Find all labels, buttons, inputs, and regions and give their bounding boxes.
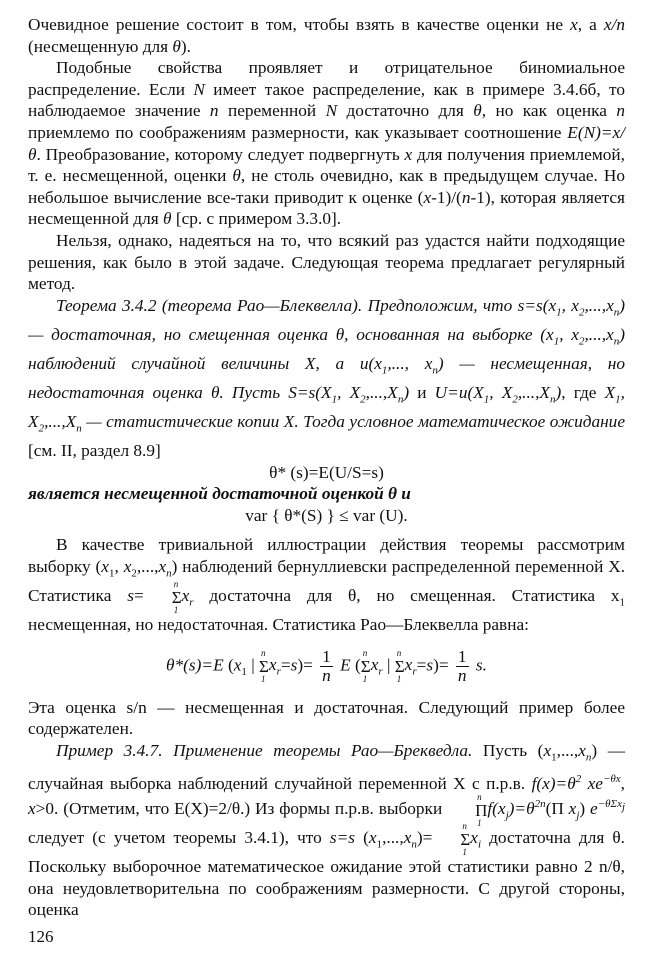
paragraph-illustration: В качестве тривиальной иллюстрации действия теоремы рассмотрим выборку ($x_1$, $x_2,...,x_n$) наблюдений бернуллиевски распределенной переменной X. Статистика s= Σ n 1 $x_r$ достаточна для θ, но смещенная. Статистика $x_1$ несмещенная, но недостаточная. Статистика Рао—Блеквелла равна: <box>28 535 626 635</box>
paragraph-3: Нельзя, однако, надеяться на то, что всякий раз удастся найти подходящие решения, как было в этой задаче. Следующая теорема предлагает регулярный метод. <box>28 230 625 294</box>
formula-theta-star: θ* (s)=E(U/S=s) <box>269 462 384 482</box>
theorem-conclusion: является несмещенной достаточной оценкой θ и <box>28 484 411 504</box>
example-title: Пример 3.4.7. Применение теоремы Рао—Брекведла. <box>56 740 473 760</box>
formula-rao-blackwell: θ*(s)=E ($x_1$ | Σ n 1 $x_r=s)=$ $\frac{1}{n}$ E (Σ n 1 $x_r$ | Σ n 1 $x_r=s)=$ $\frac{1}{n}$ s. <box>166 646 487 685</box>
paragraph-2: Подобные свойства проявляет и отрицательное биномиальное распределение. Если N имеет такое распределение, как в примере 3.4.6б, то наблюдаемое значение n переменной N достаточно для θ, но как оценка n приемлемо по соображениям размерности, как указывает соотношение E(N)=x/θ. Преобразование, которому следует подвергнуть x для получения приемлемой, т. е. несмещенной, оценки θ, не столь очевидно, как в предыдущем случае. Но небольшое вычисление все-таки приводит к оценке (x-1)/(n-1), которая является несмещенной для θ [ср. с примером 3.3.0]. <box>28 58 625 229</box>
example-3-4-7: Пример 3.4.7. Применение теоремы Рао—Брекведла. Пусть $(x_1,...,x_n)$ — случайная выборка наблюдений случайной переменной X с п.р.в. $f(x)=\theta^2$ $xe^{-\theta x}$, x>0. (Отметим, что E(X)=2/θ.) Из формы п.р.в. выборки Π n 1 $f(x_j)=\theta^{2n}(\Pi$ $x_j$) $e^{-\theta\Sigma x_j}$ следует (с учетом теоремы 3.4.1), что s=s $(x_1,...,x_n)= \Sigma$ n 1 $x_i$ достаточна для θ. Поскольку выборочное математическое ожидание этой статистики равно 2 n/θ, она неудовлетворительна по соображениям размерности. С другой стороны, оценка <box>28 740 626 920</box>
paragraph-1: Очевидное решение состоит в том, чтобы взять в качестве оценки не x, а x/n (несмещенную для θ). <box>28 15 625 56</box>
theorem-3-4-2: Теорема 3.4.2 (теорема Рао—Блеквелла). Предположим, что $s=s(x_1$, $x_2,...,x_n$) — достаточная, но смещенная оценка θ, основанная на выборке ($x_1$, $x_2,...,x_n$) наблюдений случайной величины X, а $u(x_1$,..., $x_n$) — несмещенная, но недостаточная оценка θ. Пусть $S=s(X_1$, $X_2,...,X_n$) и $U=u(X_1$, $X_2,...,X_n$), где $X_1$, $X_2,...,X_n$ — статистические копии X. Тогда условное математическое ожидание [см. II, раздел 8.9] <box>28 295 626 460</box>
page-number: 126 <box>28 927 54 946</box>
theorem-title: Теорема 3.4.2 (теорема Рао—Блеквелла). <box>56 295 363 315</box>
theorem-reference: [см. II, раздел 8.9] <box>28 440 161 460</box>
document-page <box>28 14 625 921</box>
formula-variance: var { θ*(S) } ≤ var (U). <box>245 505 408 525</box>
paragraph-after-formula: Эта оценка s/n — несмещенная и достаточная. Следующий пример более содержателен. <box>28 697 625 739</box>
